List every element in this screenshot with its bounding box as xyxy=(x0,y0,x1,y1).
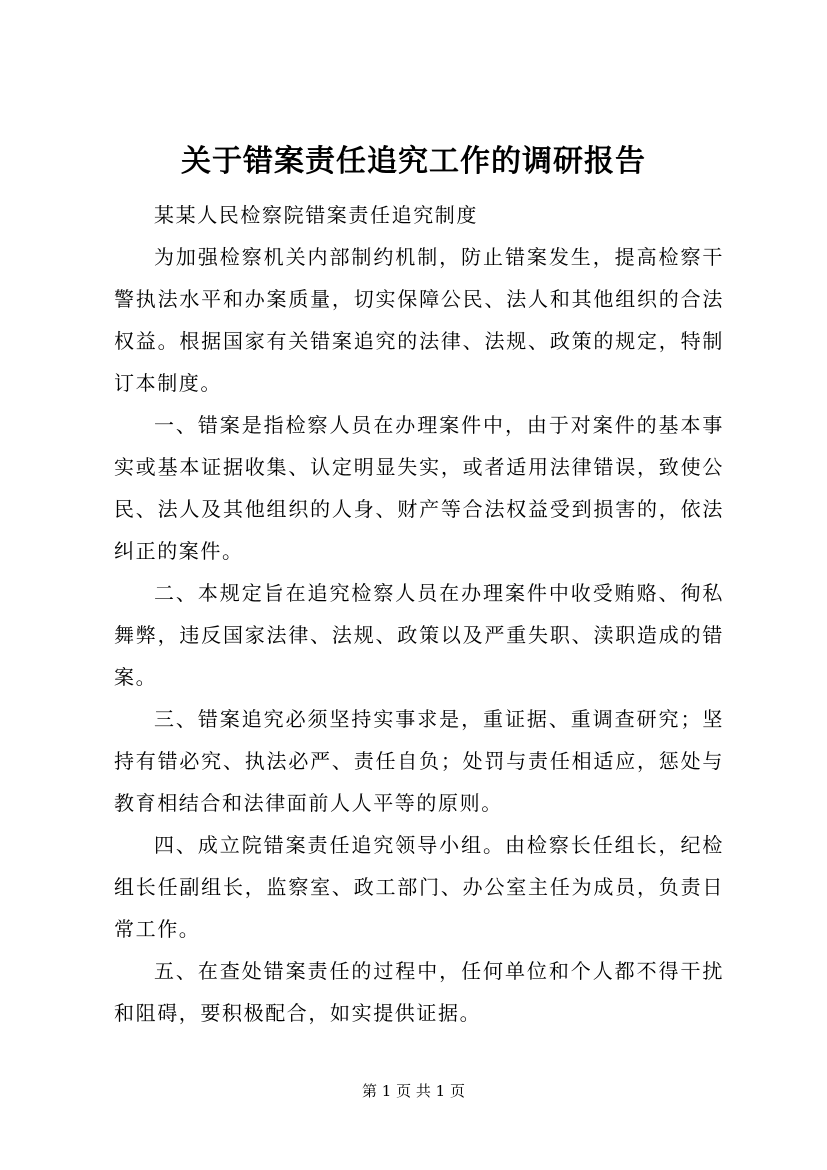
document-subtitle: 某某人民检察院错案责任追究制度 xyxy=(154,203,478,227)
paragraph-2: 二、本规定旨在追究检察人员在办理案件中收受贿赂、徇私舞弊，违反国家法律、法规、政策以及严重失职、渎职造成的错案。 xyxy=(114,581,724,689)
paragraph-1: 一、错案是指检察人员在办理案件中，由于对案件的基本事实或基本证据收集、认定明显失实，或者适用法律错误，致使公民、法人及其他组织的人身、财产等合法权益受到损害的，依法纠正的案件。 xyxy=(114,413,724,563)
paragraph-3: 三、错案追究必须坚持实事求是，重证据、重调查研究；坚持有错必究、执法必严、责任自负；处罚与责任相适应，惩处与教育相结合和法律面前人人平等的原则。 xyxy=(114,707,724,815)
paragraph-4: 四、成立院错案责任追究领导小组。由检察长任组长，纪检组长任副组长，监察室、政工部门、办公室主任为成员，负责日常工作。 xyxy=(114,833,724,941)
document-title: 关于错案责任追究工作的调研报告 xyxy=(181,144,646,179)
paragraph-5: 五、在查处错案责任的过程中，任何单位和个人都不得干扰和阻碍，要积极配合，如实提供证据。 xyxy=(114,959,724,1025)
page-number-footer: 第 1 页 共 1 页 xyxy=(362,1082,465,1100)
document-body xyxy=(114,194,724,1034)
paragraph-intro: 为加强检察机关内部制约机制，防止错案发生，提高检察干警执法水平和办案质量，切实保障公民、法人和其他组织的合法权益。根据国家有关错案追究的法律、法规、政策的规定，特制订本制度。 xyxy=(114,245,724,395)
